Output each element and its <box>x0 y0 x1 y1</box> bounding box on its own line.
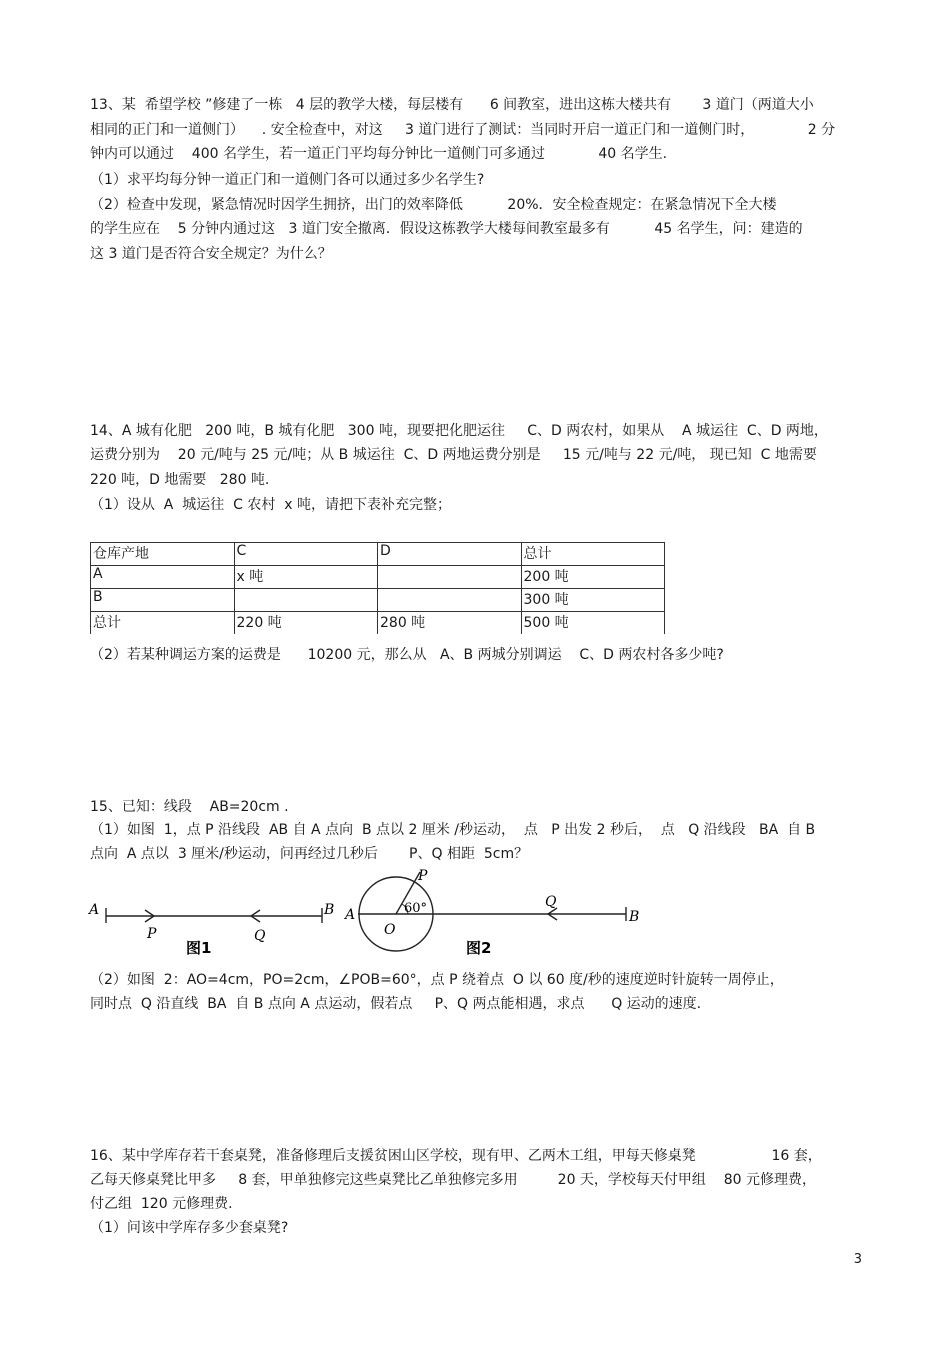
label-b: B <box>324 902 335 918</box>
table-header-cell: D <box>378 543 522 566</box>
q14-line-1: 14、A 城有化肥 200 吨，B 城有化肥 300 吨，现要把化肥运往 C、D 两农村，如果从 A 城运往 C、D 两地， <box>90 423 828 439</box>
label-a: A <box>89 902 100 918</box>
q14-part-2: （2）若某种调运方案的运费是 10200 元，那么从 A、B 两城分别调运 C、D 两农村各多少吨? <box>90 647 724 663</box>
table-header-row <box>91 543 665 566</box>
q14-part-1: （1）设从 A 城运往 C 农村 x 吨，请把下表补充完整； <box>90 497 452 513</box>
table-cell: A <box>91 566 235 589</box>
q14-line-2: 运费分别为 20 元/吨与 25 元/吨；从 B 城运往 C、D 两地运费分别是 15 元/吨与 22 元/吨， 现已知 C 地需要 <box>90 447 817 463</box>
table-cell: 280 吨 <box>378 612 522 635</box>
table-header-cell: 仓库产地 <box>91 543 235 566</box>
table-cell: B <box>91 589 235 612</box>
table-cell <box>378 566 522 589</box>
table-row <box>91 612 665 635</box>
table-cell: 300 吨 <box>521 589 665 612</box>
q13-line-3: 钟内可以通过 400 名学生，若一道正门平均每分钟比一道侧门可多通过 40 名学生. <box>90 146 668 162</box>
q13-part-2-line-2: 的学生应在 5 分钟内通过这 3 道门安全撤离．假设这栋教学大楼每间教室最多有 45 名学生，问：建造的 <box>90 221 803 237</box>
table-cell: 200 吨 <box>521 566 665 589</box>
table-cell: 220 吨 <box>234 612 378 635</box>
label-q: Q <box>254 928 266 944</box>
angle-label: 60° <box>404 901 428 916</box>
q14-line-3: 220 吨，D 地需要 280 吨. <box>90 472 270 488</box>
label-o: O <box>384 922 396 938</box>
q13-part-2-line-1: （2）检查中发现，紧急情况时因学生拥挤，出门的效率降低 20%．安全检查规定：在紧急情况下全大楼 <box>90 197 777 213</box>
label-a: A <box>345 907 356 923</box>
label-p: P <box>418 868 428 884</box>
label-p: P <box>147 926 157 942</box>
figure-1-caption: 图1 <box>186 939 212 957</box>
q15-part-2-line-1: （2）如图 2：AO=4cm，PO=2cm，∠POB=60°，点 P 绕着点 O 以 60 度/秒的速度逆时针旋转一周停止， <box>90 972 784 988</box>
q13-part-1: （1）求平均每分钟一道正门和一道侧门各可以通过多少名学生? <box>90 172 485 188</box>
q15-part-1-line-2: 点向 A 点以 3 厘米/秒运动，问再经过几秒后 P、Q 相距 5cm？ <box>90 846 529 862</box>
q16-line-2: 乙每天修桌凳比甲多 8 套，甲单独修完这些桌凳比乙单独修完多用 20 天，学校每天付甲组 80 元修理费， <box>90 1172 816 1188</box>
table-header-cell: 总计 <box>521 543 665 566</box>
page-number: 3 <box>853 1252 862 1267</box>
table-cell: 总计 <box>91 612 235 635</box>
q16-part-1: （1）问该中学库存多少套桌凳? <box>90 1220 289 1236</box>
q16-line-3: 付乙组 120 元修理费. <box>90 1196 233 1212</box>
figure-2 <box>343 868 639 957</box>
table-header-cell: C <box>234 543 378 566</box>
table-cell <box>378 589 522 612</box>
transport-table <box>90 542 665 634</box>
figure-1 <box>87 902 334 957</box>
label-b: B <box>629 909 640 925</box>
q13-part-2-line-3: 这 3 道门是否符合安全规定？为什么？ <box>90 246 332 262</box>
table-cell: x 吨 <box>234 566 378 589</box>
q15-line-1: 15、已知：线段 AB=20cm . <box>90 799 289 815</box>
table-row <box>91 589 665 612</box>
table-cell <box>234 589 378 612</box>
table-row <box>91 566 665 589</box>
q13-line-1: 13、某 希望学校 ”修建了一栋 4 层的教学大楼，每层楼有 6 间教室，进出这栋大楼共有 3 道门（两道大小 <box>90 97 814 113</box>
segment-figures <box>86 868 646 968</box>
q15-part-2-line-2: 同时点 Q 沿直线 BA 自 B 点向 A 点运动，假若点 P、Q 两点能相遇，求点 Q 运动的速度. <box>90 996 702 1012</box>
figure-2-caption: 图2 <box>466 939 492 957</box>
table-cell: 500 吨 <box>521 612 665 635</box>
label-q: Q <box>545 894 557 910</box>
q16-line-1: 16、某中学库存若干套桌凳，准备修理后支援贫困山区学校，现有甲、乙两木工组，甲每天修桌凳 16 套， <box>90 1148 822 1164</box>
q13-line-2: 相同的正门和一道侧门） . 安全检查中，对这 3 道门进行了测试：当同时开启一道正门和一道侧门时， 2 分 <box>90 122 836 138</box>
q15-part-1-line-1: （1）如图 1，点 P 沿线段 AB 自 A 点向 B 点以 2 厘米 /秒运动， 点 P 出发 2 秒后， 点 Q 沿线段 BA 自 B <box>90 822 816 838</box>
